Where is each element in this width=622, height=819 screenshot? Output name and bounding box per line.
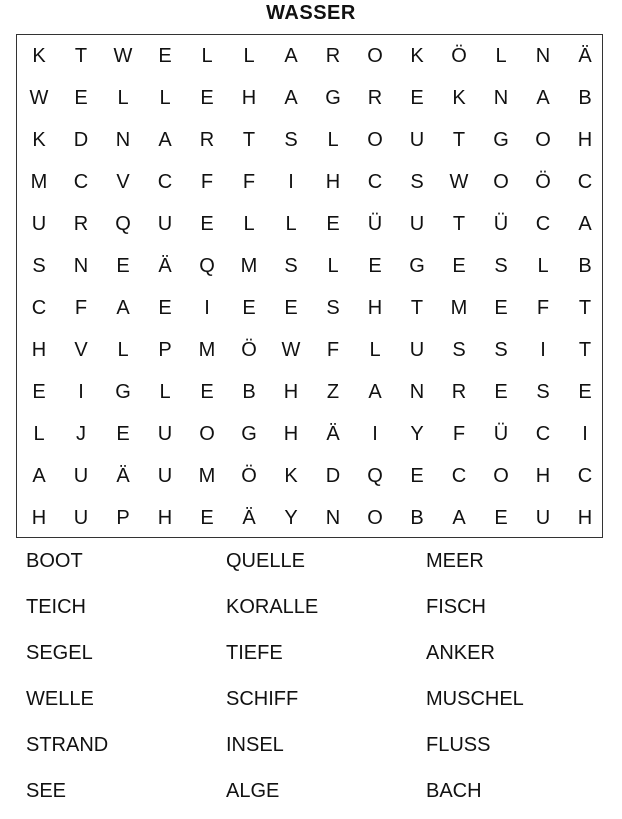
grid-letter: U: [157, 213, 173, 235]
grid-letter: R: [367, 87, 383, 109]
grid-letter: H: [283, 381, 299, 403]
grid-letter: Ö: [241, 339, 257, 361]
grid-letter: E: [242, 297, 256, 319]
grid-letter: L: [495, 45, 507, 67]
grid-letter: F: [242, 171, 256, 193]
grid-letter: I: [204, 297, 210, 319]
grid-letter: Ä: [326, 423, 340, 445]
grid-letter: D: [73, 129, 89, 151]
grid-letter: T: [74, 45, 88, 67]
grid-letter: Y: [284, 507, 298, 529]
grid-letter: U: [73, 507, 89, 529]
word-list-item: WELLE: [26, 688, 94, 710]
word-list-item: QUELLE: [226, 550, 305, 572]
word-list-item: TEICH: [26, 596, 86, 618]
grid-letter: B: [242, 381, 256, 403]
grid-letter: G: [409, 255, 425, 277]
grid-letter: H: [241, 87, 257, 109]
grid-letter: O: [367, 45, 383, 67]
grid-letter: L: [159, 87, 171, 109]
grid-letter: M: [198, 465, 216, 487]
grid-letter: S: [410, 171, 424, 193]
grid-letter: E: [32, 381, 46, 403]
grid-letter: O: [493, 171, 509, 193]
grid-letter: S: [284, 129, 298, 151]
grid-letter: H: [577, 507, 593, 529]
grid-letter: H: [283, 423, 299, 445]
grid-letter: Ü: [367, 213, 383, 235]
grid-letter: T: [452, 213, 466, 235]
grid-letter: G: [115, 381, 131, 403]
grid-letter: A: [158, 129, 172, 151]
grid-letter: U: [73, 465, 89, 487]
grid-letter: L: [243, 45, 255, 67]
grid-letter: L: [117, 87, 129, 109]
grid-letter: I: [582, 423, 588, 445]
grid-letter: F: [74, 297, 88, 319]
word-list-item: SCHIFF: [226, 688, 299, 710]
grid-letter: L: [117, 339, 129, 361]
grid-letter: I: [288, 171, 294, 193]
letter-grid: [18, 35, 606, 539]
grid-letter: T: [242, 129, 256, 151]
grid-letter: P: [116, 507, 130, 529]
grid-letter: K: [452, 87, 466, 109]
grid-letter: N: [493, 87, 509, 109]
grid-letter: R: [199, 129, 215, 151]
grid-letter: I: [78, 381, 84, 403]
grid-letter: E: [200, 87, 214, 109]
grid-letter: L: [201, 45, 213, 67]
grid-letter: A: [578, 213, 592, 235]
grid-letter: T: [452, 129, 466, 151]
grid-letter: D: [325, 465, 341, 487]
grid-letter: H: [31, 339, 47, 361]
word-list-item: INSEL: [226, 734, 284, 756]
grid-letter: E: [494, 507, 508, 529]
grid-letter: E: [200, 213, 214, 235]
word-list-item: MUSCHEL: [426, 688, 524, 710]
grid-letter: K: [32, 45, 46, 67]
grid-letter: E: [452, 255, 466, 277]
grid-letter: A: [536, 87, 550, 109]
grid-letter: C: [73, 171, 89, 193]
grid-letter: O: [493, 465, 509, 487]
grid-letter: F: [452, 423, 466, 445]
grid-letter: O: [535, 129, 551, 151]
grid-letter: W: [29, 87, 49, 109]
word-list-item: ALGE: [226, 780, 280, 802]
grid-letter: S: [536, 381, 550, 403]
grid-letter: C: [31, 297, 47, 319]
grid-letter: H: [157, 507, 173, 529]
grid-letter: L: [537, 255, 549, 277]
grid-letter: Ö: [451, 45, 467, 67]
grid-letter: G: [241, 423, 257, 445]
word-list-item: FLUSS: [426, 734, 491, 756]
grid-letter: S: [326, 297, 340, 319]
grid-letter: M: [30, 171, 48, 193]
grid-letter: O: [367, 507, 383, 529]
word-list-item: STRAND: [26, 734, 109, 756]
grid-letter: S: [452, 339, 466, 361]
grid-letter: W: [449, 171, 469, 193]
grid-letter: F: [326, 339, 340, 361]
grid-letter: L: [327, 129, 339, 151]
grid-letter: O: [367, 129, 383, 151]
grid-letter: M: [450, 297, 468, 319]
grid-letter: Ä: [578, 45, 592, 67]
grid-letter: E: [200, 381, 214, 403]
puzzle-title: WASSER: [266, 2, 356, 24]
grid-letter: Ä: [242, 507, 256, 529]
word-list-item: SEE: [26, 780, 67, 802]
word-list-item: BACH: [426, 780, 482, 802]
grid-letter: I: [372, 423, 378, 445]
grid-letter: Q: [115, 213, 131, 235]
grid-letter: M: [240, 255, 258, 277]
grid-letter: C: [577, 171, 593, 193]
grid-letter: L: [159, 381, 171, 403]
grid-letter: K: [32, 129, 46, 151]
grid-letter: H: [577, 129, 593, 151]
word-list-item: TIEFE: [226, 642, 283, 664]
grid-letter: Q: [367, 465, 383, 487]
grid-letter: C: [577, 465, 593, 487]
grid-letter: E: [158, 297, 172, 319]
grid-letter: E: [494, 381, 508, 403]
grid-letter: E: [116, 255, 130, 277]
grid-letter: C: [535, 423, 551, 445]
grid-letter: C: [451, 465, 467, 487]
grid-letter: L: [285, 213, 297, 235]
grid-letter: Ä: [116, 465, 130, 487]
grid-letter: G: [493, 129, 509, 151]
grid-letter: E: [116, 423, 130, 445]
word-list-item: ANKER: [426, 642, 495, 664]
grid-letter: H: [31, 507, 47, 529]
grid-letter: H: [535, 465, 551, 487]
grid-letter: E: [494, 297, 508, 319]
grid-letter: E: [326, 213, 340, 235]
grid-letter: L: [327, 255, 339, 277]
grid-letter: H: [325, 171, 341, 193]
grid-letter: E: [284, 297, 298, 319]
grid-letter: Ü: [493, 423, 509, 445]
grid-letter: S: [494, 339, 508, 361]
grid-letter: E: [74, 87, 88, 109]
grid-letter: S: [494, 255, 508, 277]
grid-letter: O: [199, 423, 215, 445]
grid-letter: U: [409, 129, 425, 151]
grid-letter: K: [410, 45, 424, 67]
grid-letter: N: [535, 45, 551, 67]
grid-letter: C: [535, 213, 551, 235]
grid-letter: E: [578, 381, 592, 403]
grid-letter: Q: [199, 255, 215, 277]
grid-letter: R: [451, 381, 467, 403]
grid-letter: P: [158, 339, 172, 361]
grid-letter: N: [325, 507, 341, 529]
grid-letter: F: [536, 297, 550, 319]
grid-letter: E: [368, 255, 382, 277]
grid-letter: S: [32, 255, 46, 277]
grid-letter: T: [578, 297, 592, 319]
grid-letter: Z: [326, 381, 340, 403]
grid-letter: A: [368, 381, 382, 403]
grid-letter: A: [32, 465, 46, 487]
grid-letter: C: [157, 171, 173, 193]
grid-letter: T: [410, 297, 424, 319]
grid-letter: Ä: [158, 255, 172, 277]
grid-letter: J: [76, 423, 86, 445]
grid-letter: L: [369, 339, 381, 361]
grid-letter: B: [578, 255, 592, 277]
word-list-item: FISCH: [426, 596, 486, 618]
grid-letter: T: [578, 339, 592, 361]
grid-letter: C: [367, 171, 383, 193]
grid-letter: F: [200, 171, 214, 193]
word-list-item: KORALLE: [226, 596, 319, 618]
grid-letter: E: [410, 465, 424, 487]
grid-letter: W: [113, 45, 133, 67]
grid-letter: L: [33, 423, 45, 445]
grid-letter: K: [284, 465, 298, 487]
grid-letter: Y: [410, 423, 424, 445]
grid-letter: N: [115, 129, 131, 151]
grid-letter: G: [325, 87, 341, 109]
word-list-item: BOOT: [26, 550, 83, 572]
grid-letter: M: [198, 339, 216, 361]
word-list-item: SEGEL: [26, 642, 93, 664]
grid-letter: Ü: [493, 213, 509, 235]
grid-letter: A: [116, 297, 130, 319]
grid-letter: U: [31, 213, 47, 235]
grid-letter: V: [116, 171, 130, 193]
word-list: [26, 543, 606, 809]
grid-letter: N: [73, 255, 89, 277]
grid-letter: A: [452, 507, 466, 529]
word-list-item: MEER: [426, 550, 484, 572]
grid-letter: E: [158, 45, 172, 67]
grid-letter: U: [535, 507, 551, 529]
grid-letter: U: [157, 423, 173, 445]
grid-letter: B: [410, 507, 424, 529]
grid-letter: U: [409, 213, 425, 235]
grid-letter: R: [325, 45, 341, 67]
grid-letter: E: [200, 507, 214, 529]
grid-letter: L: [243, 213, 255, 235]
grid-letter: W: [281, 339, 301, 361]
grid-letter: A: [284, 45, 298, 67]
grid-letter: H: [367, 297, 383, 319]
grid-letter: S: [284, 255, 298, 277]
grid-letter: V: [74, 339, 88, 361]
grid-letter: A: [284, 87, 298, 109]
grid-letter: B: [578, 87, 592, 109]
grid-letter: Ö: [535, 171, 551, 193]
grid-letter: U: [409, 339, 425, 361]
grid-letter: R: [73, 213, 89, 235]
grid-letter: E: [410, 87, 424, 109]
grid-letter: U: [157, 465, 173, 487]
grid-letter: Ö: [241, 465, 257, 487]
grid-letter: N: [409, 381, 425, 403]
grid-letter: I: [540, 339, 546, 361]
